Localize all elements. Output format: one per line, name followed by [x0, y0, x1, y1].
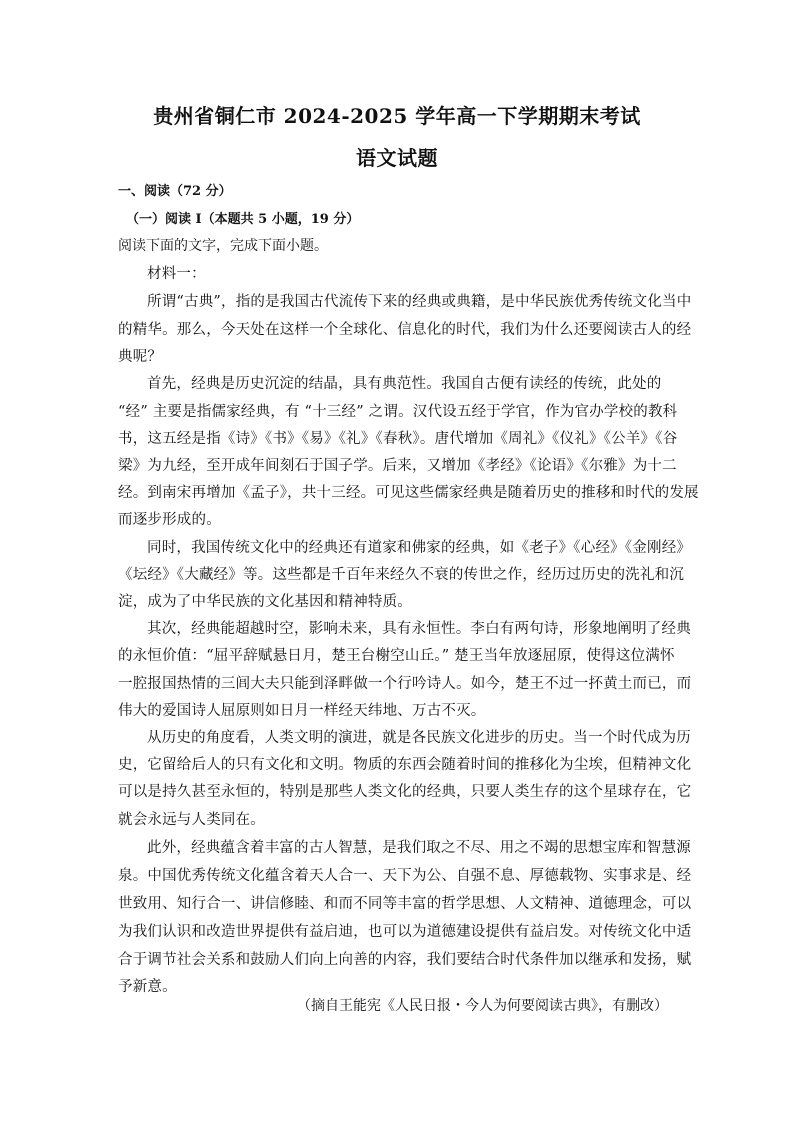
- text-line: 梁》为九经，至开成年间刻石于国子学。后来，又增加《孝经》《论语》《尔雅》为十二: [118, 458, 677, 474]
- text-line: 同时，我国传统文化中的经典还有道家和佛家的经典，如《老子》《心经》《金刚经》: [147, 540, 692, 556]
- text-line: 典呢？: [118, 349, 163, 365]
- exam-title: 贵州省铜仁市 2024-2025 学年高一下学期期末考试: [153, 104, 641, 128]
- text-line: 《坛经》《大藏经》等。这些都是千百年来经久不衰的传世之作，经历过历史的洗礼和沉: [118, 567, 685, 583]
- source-citation: （摘自王能宪《人民日报・今人为何要阅读古典》，有删改）: [297, 998, 668, 1014]
- text-line: “经” 主要是指儒家经典，有 “十三经” 之谓。汉代设五经于学官，作为官办学校的教科: [118, 404, 678, 420]
- material-label: 材料一：: [147, 266, 206, 282]
- text-line: 淀，成为了中华民族的文化基因和精神特质。: [118, 594, 412, 610]
- text-line: 合于调节社会关系和鼓励人们向上向善的内容，我们要结合时代条件加以继承和发扬，赋: [118, 952, 692, 968]
- text-line: 为我们认识和改造世界提供有益启迪，也可以为道德建设提供有益启发。对传统文化中适: [118, 924, 692, 940]
- text-line: 书，这五经是指《诗》《书》《易》《礼》《春秋》。唐代增加《周礼》《仪礼》《公羊》《谷: [118, 431, 678, 447]
- text-line: 的永恒价值：“屈平辞赋悬日月，楚王台榭空山丘。” 楚王当年放逐屈原，使得这位满怀: [118, 648, 675, 664]
- text-line: 的精华。那么，今天处在这样一个全球化、信息化的时代，我们为什么还要阅读古人的经: [118, 322, 692, 338]
- text-line: 而逐步形成的。: [118, 512, 221, 528]
- text-line: 一腔报国热情的三闾大夫只能到泽畔做一个行吟诗人。如今，楚王不过一抔黄土而已，而: [118, 676, 692, 692]
- text-line: 就会永远与人类同在。: [118, 812, 265, 828]
- section-heading: 一、阅读（72 分）: [118, 184, 232, 199]
- text-line: 世致用、知行合一、讲信修睦、和而不同等丰富的哲学思想、人文精神、道德理念，可以: [118, 896, 692, 912]
- instruction-text: 阅读下面的文字，完成下面小题。: [118, 238, 328, 254]
- text-line: 此外，经典蕴含着丰富的古人智慧，是我们取之不尽、用之不竭的思想宝库和智慧源: [147, 840, 691, 856]
- text-line: 泉。中国优秀传统文化蕴含着天人合一、天下为公、自强不息、厚德载物、实事求是、经: [118, 868, 692, 884]
- text-line: 予新意。: [118, 979, 177, 995]
- text-line: 其次，经典能超越时空，影响未来，具有永恒性。李白有两句诗，形象地阐明了经典: [147, 621, 691, 637]
- text-line: 从历史的角度看，人类文明的演进，就是各民族文化进步的历史。当一个时代成为历: [147, 730, 691, 746]
- subject-title: 语文试题: [356, 146, 438, 170]
- text-line: 史，它留给后人的只有文化和文明。物质的东西会随着时间的推移化为尘埃，但精神文化: [118, 757, 692, 773]
- text-line: 伟大的爱国诗人屈原则如日月一样经天纬地、万古不灭。: [118, 703, 486, 719]
- subsection-heading: （一）阅读 I（本题共 5 小题，19 分）: [126, 212, 360, 227]
- text-line: 可以是持久甚至永恒的，特别是那些人类文化的经典，只要人类生存的这个星球存在，它: [118, 784, 692, 800]
- text-line: 经。到南宋再增加《孟子》，共十三经。可见这些儒家经典是随着历史的推移和时代的发展: [118, 485, 699, 501]
- text-line: 所谓“古典”，指的是我国古代流传下来的经典或典籍，是中华民族优秀传统文化当中: [147, 294, 692, 310]
- text-line: 首先，经典是历史沉淀的结晶，具有典范性。我国自古便有读经的传统，此处的: [147, 376, 662, 392]
